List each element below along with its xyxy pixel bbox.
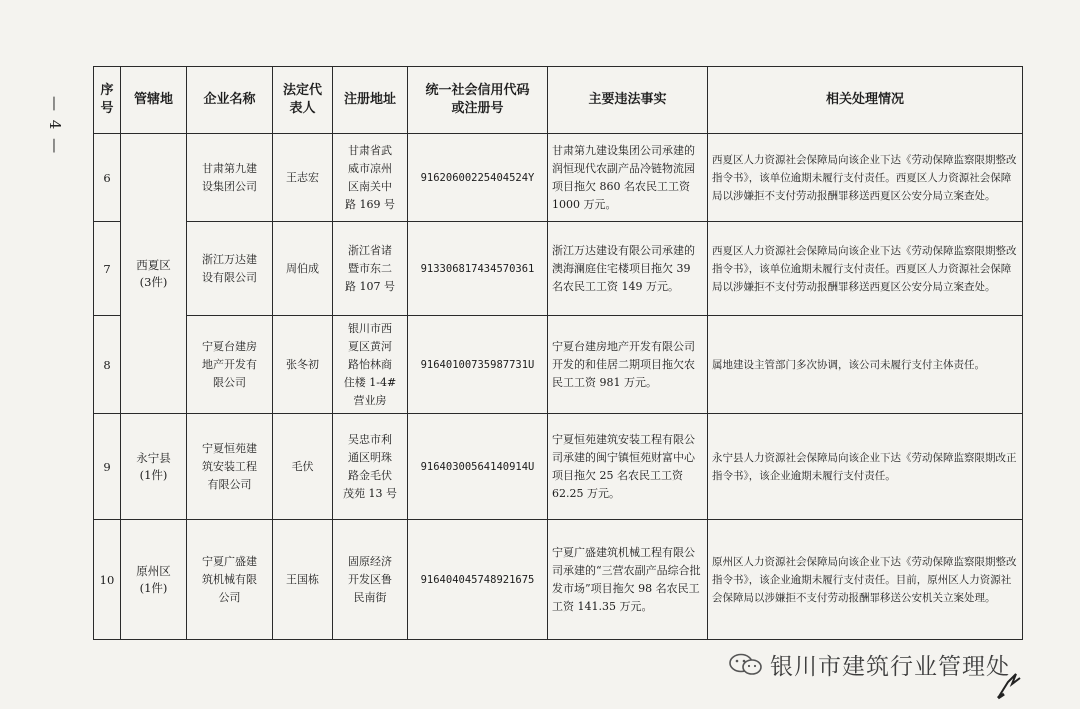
area-label: 永宁县 (1件) xyxy=(136,450,171,482)
company-name: 甘肃第九建 设集团公司 xyxy=(187,134,273,222)
row-number: 7 xyxy=(94,222,121,316)
area-yuanzhou xyxy=(121,520,187,640)
row-number: 6 xyxy=(94,134,121,222)
header-seq xyxy=(94,67,121,134)
header-violation-facts: 主要违法事实 xyxy=(548,67,708,134)
row-number: 8 xyxy=(94,316,121,414)
registered-address: 浙江省诸 暨市东二 路 107 号 xyxy=(333,222,408,316)
header-seq-line2: 号 xyxy=(100,101,114,116)
registered-address: 甘肃省武 威市凉州 区南关中 路 169 号 xyxy=(333,134,408,222)
table-row xyxy=(94,222,1023,316)
legal-rep: 王志宏 xyxy=(273,134,333,222)
handling-status: 永宁县人力资源社会保障局向该企业下达《劳动保障监察限期改正指令书》，该企业逾期未履行支付责任。 xyxy=(708,414,1023,520)
handling-status: 西夏区人力资源社会保障局向该企业下达《劳动保障监察限期整改指令书》，该单位逾期未履行支付责任。西夏区人力资源社会保障局以涉嫌拒不支付劳动报酬罪移送西夏区公安分局立案查处。 xyxy=(708,222,1023,316)
header-credit-code xyxy=(408,67,548,134)
credit-code: 91640100735987731U xyxy=(408,316,548,414)
violation-fact: 甘肃第九建设集团公司承建的润恒现代农副产品冷链物流园项目拖欠 860 名农民工工资 1000 万元。 xyxy=(548,134,708,222)
area-xixia xyxy=(121,134,187,414)
violation-fact: 宁夏广盛建筑机械工程有限公司承建的“三营农副产品综合批发市场”项目拖欠 98 名农民工工资 141.35 万元。 xyxy=(548,520,708,640)
legal-rep: 王国栋 xyxy=(273,520,333,640)
violation-fact: 浙江万达建设有限公司承建的澳海澜庭住宅楼项目拖欠 39 名农民工工资 149 万元。 xyxy=(548,222,708,316)
header-row xyxy=(94,67,1023,134)
header-rep-line2: 表人 xyxy=(289,101,316,116)
watermark xyxy=(728,648,1010,681)
header-code-line2: 或注册号 xyxy=(451,101,504,116)
handling-status: 属地建设主管部门多次协调，该公司未履行支付主体责任。 xyxy=(708,316,1023,414)
table-row xyxy=(94,520,1023,640)
violation-fact: 宁夏台建房地产开发有限公司开发的和佳居二期项目拖欠农民工工资 981 万元。 xyxy=(548,316,708,414)
table-row xyxy=(94,316,1023,414)
pen-stroke-icon xyxy=(994,668,1024,702)
handling-status: 西夏区人力资源社会保障局向该企业下达《劳动保障监察限期整改指令书》，该单位逾期未履行支付责任。西夏区人力资源社会保障局以涉嫌拒不支付劳动报酬罪移送西夏区公安分局立案查处。 xyxy=(708,134,1023,222)
registered-address: 固原经济 开发区鲁 民南街 xyxy=(333,520,408,640)
header-area: 管辖地 xyxy=(121,67,187,134)
company-name: 宁夏台建房 地产开发有 限公司 xyxy=(187,316,273,414)
row-number: 10 xyxy=(94,520,121,640)
legal-rep: 周伯成 xyxy=(273,222,333,316)
registered-address: 银川市西 夏区黄河 路怡林商 住楼 1-4# 营业房 xyxy=(333,316,408,414)
header-seq-line1: 序 xyxy=(100,83,114,98)
header-rep-line1: 法定代 xyxy=(282,83,322,98)
header-company-name: 企业名称 xyxy=(187,67,273,134)
area-yongning xyxy=(121,414,187,520)
legal-rep: 毛伏 xyxy=(273,414,333,520)
handling-status: 原州区人力资源社会保障局向该企业下达《劳动保障监察限期整改指令书》，该企业逾期未履行支付责任。目前，原州区人力资源社会保障局以涉嫌拒不支付劳动报酬罪移送公安机关立案处理。 xyxy=(708,520,1023,640)
violation-fact: 宁夏恒苑建筑安装工程有限公司承建的闽宁镇恒苑财富中心项目拖欠 25 名农民工工资 62.25 万元。 xyxy=(548,414,708,520)
header-legal-rep xyxy=(273,67,333,134)
header-handling: 相关处理情况 xyxy=(708,67,1023,134)
table-row xyxy=(94,414,1023,520)
registered-address: 吴忠市利 通区明珠 路金毛伏 茂苑 13 号 xyxy=(333,414,408,520)
legal-rep: 张冬初 xyxy=(273,316,333,414)
company-name: 宁夏恒苑建 筑安装工程 有限公司 xyxy=(187,414,273,520)
area-label: 原州区 (1件) xyxy=(136,563,171,595)
table-row xyxy=(94,134,1023,222)
credit-code: 91640300564140914U xyxy=(408,414,548,520)
violations-table xyxy=(93,66,1023,640)
credit-code: 91620600225404524Y xyxy=(408,134,548,222)
credit-code: 916404045748921675 xyxy=(408,520,548,640)
page-number: — 4 — xyxy=(46,96,64,156)
row-number: 9 xyxy=(94,414,121,520)
wechat-icon xyxy=(728,652,764,678)
credit-code: 913306817434570361 xyxy=(408,222,548,316)
header-address: 注册地址 xyxy=(333,67,408,134)
watermark-text: 银川市建筑行业管理处 xyxy=(770,654,1010,680)
header-code-line1: 统一社会信用代码 xyxy=(425,83,530,98)
company-name: 宁夏广盛建 筑机械有限 公司 xyxy=(187,520,273,640)
area-label: 西夏区 (3件) xyxy=(136,257,171,289)
company-name: 浙江万达建 设有限公司 xyxy=(187,222,273,316)
